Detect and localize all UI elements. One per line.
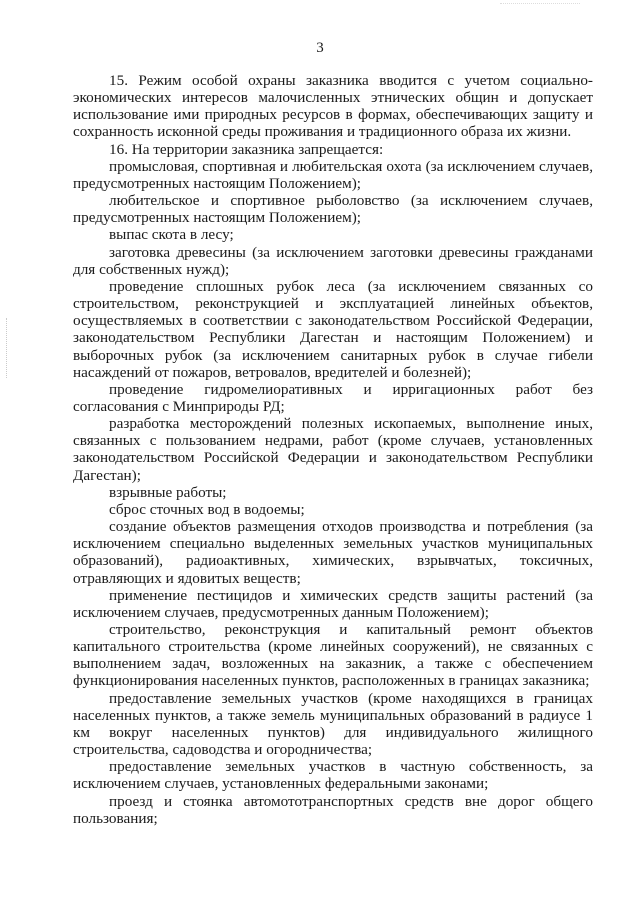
prohibition-item: проезд и стоянка автомототранспортных средств вне дорог общего пользования; <box>73 792 593 827</box>
prohibition-item: предоставление земельных участков (кроме находящихся в границах населенных пунктов, а также земель муниципальных образований в радиусе 1 км вокруг населенных пунктов) для индивидуального жилищного строительства, садоводства и огородничества; <box>73 689 593 759</box>
prohibition-item: применение пестицидов и химических средств защиты растений (за исключением случаев, предусмотренных данным Положением); <box>73 586 593 621</box>
paragraph-15: 15. Режим особой охраны заказника вводится с учетом социально-экономических интересов малочисленных этнических общин и допускает использование ими природных ресурсов в формах, обеспечивающих защиту и сохранность исконной среды проживания и традиционного образа их жизни. <box>73 72 593 141</box>
prohibition-item: разработка месторождений полезных ископаемых, выполнение иных, связанных с пользованием недрами, работ (кроме случаев, установленных законодательством Российской Федерации и законодательством Республики Дагестан); <box>73 415 593 484</box>
document-body <box>73 72 593 827</box>
prohibition-item: строительство, реконструкция и капитальный ремонт объектов капитального строительства (кроме линейных сооружений), не связанных с выполнением задач, возложенных на заказник, а также с обеспечением функционирования населенных пунктов, расположенных в границах заказника; <box>73 621 593 690</box>
prohibition-item: взрывные работы; <box>109 483 227 501</box>
prohibition-item: проведение гидромелиоративных и ирригационных работ без согласования с Минприроды РД; <box>73 380 593 415</box>
prohibition-item: промысловая, спортивная и любительская охота (за исключением случаев, предусмотренных настоящим Положением); <box>73 157 593 192</box>
prohibition-item: заготовка древесины (за исключением заготовки древесины гражданами для собственных нужд); <box>73 243 593 278</box>
prohibition-item: предоставление земельных участков в частную собственность, за исключением случаев, установленных федеральными законами; <box>73 758 593 793</box>
prohibition-item: проведение сплошных рубок леса (за исключением связанных со строительством, реконструкцией и эксплуатацией линейных объектов, осуществляемых в соответствии с законодательством Российской Федерации, законодательством Республики Дагестан и настоящим Положением) и выборочных рубок (за исключением санитарных рубок в случае гибели насаждений от пожаров, ветровалов, вредителей и болезней); <box>73 277 593 381</box>
scan-artifact-margin <box>6 318 15 378</box>
scan-artifact-top <box>500 3 580 6</box>
page-number: 3 <box>316 40 324 56</box>
prohibition-item: создание объектов размещения отходов производства и потребления (за исключением специально выделенных земельных участков муниципальных образований), радиоактивных, химических, взрывчатых, токсичных, отравляющих и ядовитых веществ; <box>73 518 593 587</box>
prohibition-item: выпас скота в лесу; <box>109 226 234 244</box>
prohibition-item: сброс сточных вод в водоемы; <box>109 500 305 518</box>
prohibition-item: любительское и спортивное рыболовство (за исключением случаев, предусмотренных настоящим Положением); <box>73 192 593 227</box>
paragraph-16-heading: 16. На территории заказника запрещается: <box>109 140 384 158</box>
